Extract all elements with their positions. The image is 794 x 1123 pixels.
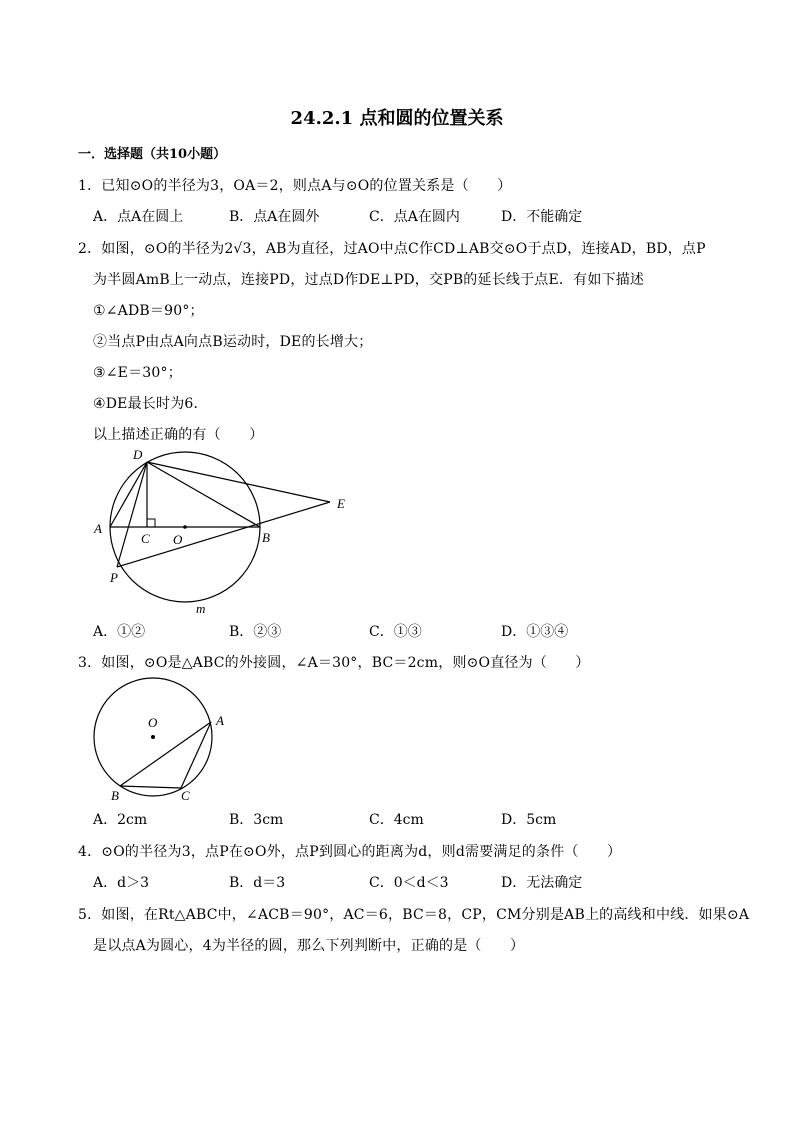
q4-option-c: C．0＜d＜3 [369,875,449,891]
q2-label-m: m [196,601,206,616]
page-title: 24.2.1 点和圆的位置关系 [290,108,504,129]
q3-option-c: C．4cm [369,812,424,828]
q3-option-b: B．3cm [229,812,284,828]
q1-option-a: A．点A在圆上 [93,209,184,225]
q2-statement-4: ④DE最长时为6． [93,396,208,412]
q1-option-c: C．点A在圆内 [369,209,460,225]
q2-right-angle-mark [147,519,155,527]
q4-option-b: B．d＝3 [229,875,286,891]
q2-label-b: B [262,530,270,545]
q2-statement-3: ③∠E＝30°； [93,365,182,381]
q3-label-a: A [216,713,224,728]
q5-line-1: 5．如图，在Rt△ABC中，∠ACB＝90°，AC＝6，BC＝8，CP，CM分别是AB上的高线和中线．如果⊙A [78,907,750,923]
q4-option-a: A．d＞3 [93,875,149,891]
q2-option-b: B．②③ [229,624,282,640]
q2-segment-ad [110,462,147,527]
q1-option-d: D．不能确定 [501,209,583,225]
q2-statement-2: ②当点P由点A向点B运动时，DE的长增大； [93,334,373,350]
q5-line-2: 是以点A为圆心，4为半径的圆，那么下列判断中，正确的是（ ） [93,938,525,954]
q3-label-c: C [181,788,190,803]
q3-label-b: B [111,788,119,803]
q2-label-a: A [94,521,102,536]
q2-option-c: C．①③ [369,624,422,640]
q3-center-dot [151,735,155,739]
q2-label-p: P [110,570,118,585]
q2-label-d: D [133,447,143,462]
q2-line-2: 为半圆AmB上一动点，连接PD，过点D作DE⊥PD，交PB的延长线于点E．有如下描述 [93,272,645,288]
q2-statement-1: ①∠ADB＝90°； [93,303,204,319]
q2-question: 以上描述正确的有（ ） [93,427,264,443]
q2-segment-pd [117,462,147,567]
q2-figure [85,445,375,620]
q3-option-a: A．2cm [93,812,148,828]
q3-figure [85,675,245,810]
q2-label-o: O [173,532,183,547]
q2-segment-bd [147,462,260,527]
q1-stem: 1．已知⊙O的半径为3，OA＝2，则点A与⊙O的位置关系是（ ） [78,178,512,194]
q3-segment-bc [120,786,181,788]
q3-stem: 3．如图，⊙O是△ABC的外接圆，∠A＝30°，BC＝2cm，则⊙O直径为（ ） [78,655,590,671]
q1-option-b: B．点A在圆外 [229,209,320,225]
q3-label-o: O [148,715,158,730]
q2-segment-de [147,462,330,502]
q2-label-e: E [337,496,345,511]
q3-option-d: D．5cm [501,812,557,828]
q2-label-c: C [141,531,150,546]
q2-line-1: 2．如图，⊙O的半径为2√3，AB为直径，过AO中点C作CD⊥AB交⊙O于点D，连接AD，BD，点P [78,241,706,257]
q2-center-dot [183,525,187,529]
section-heading: 一．选择题（共10小题） [78,147,227,162]
q2-option-d: D．①③④ [501,624,569,640]
q4-stem: 4．⊙O的半径为3，点P在⊙O外，点P到圆心的距离为d，则d需要满足的条件（ ） [78,844,622,860]
q4-option-d: D．无法确定 [501,875,583,891]
q2-option-a: A．①② [93,624,146,640]
